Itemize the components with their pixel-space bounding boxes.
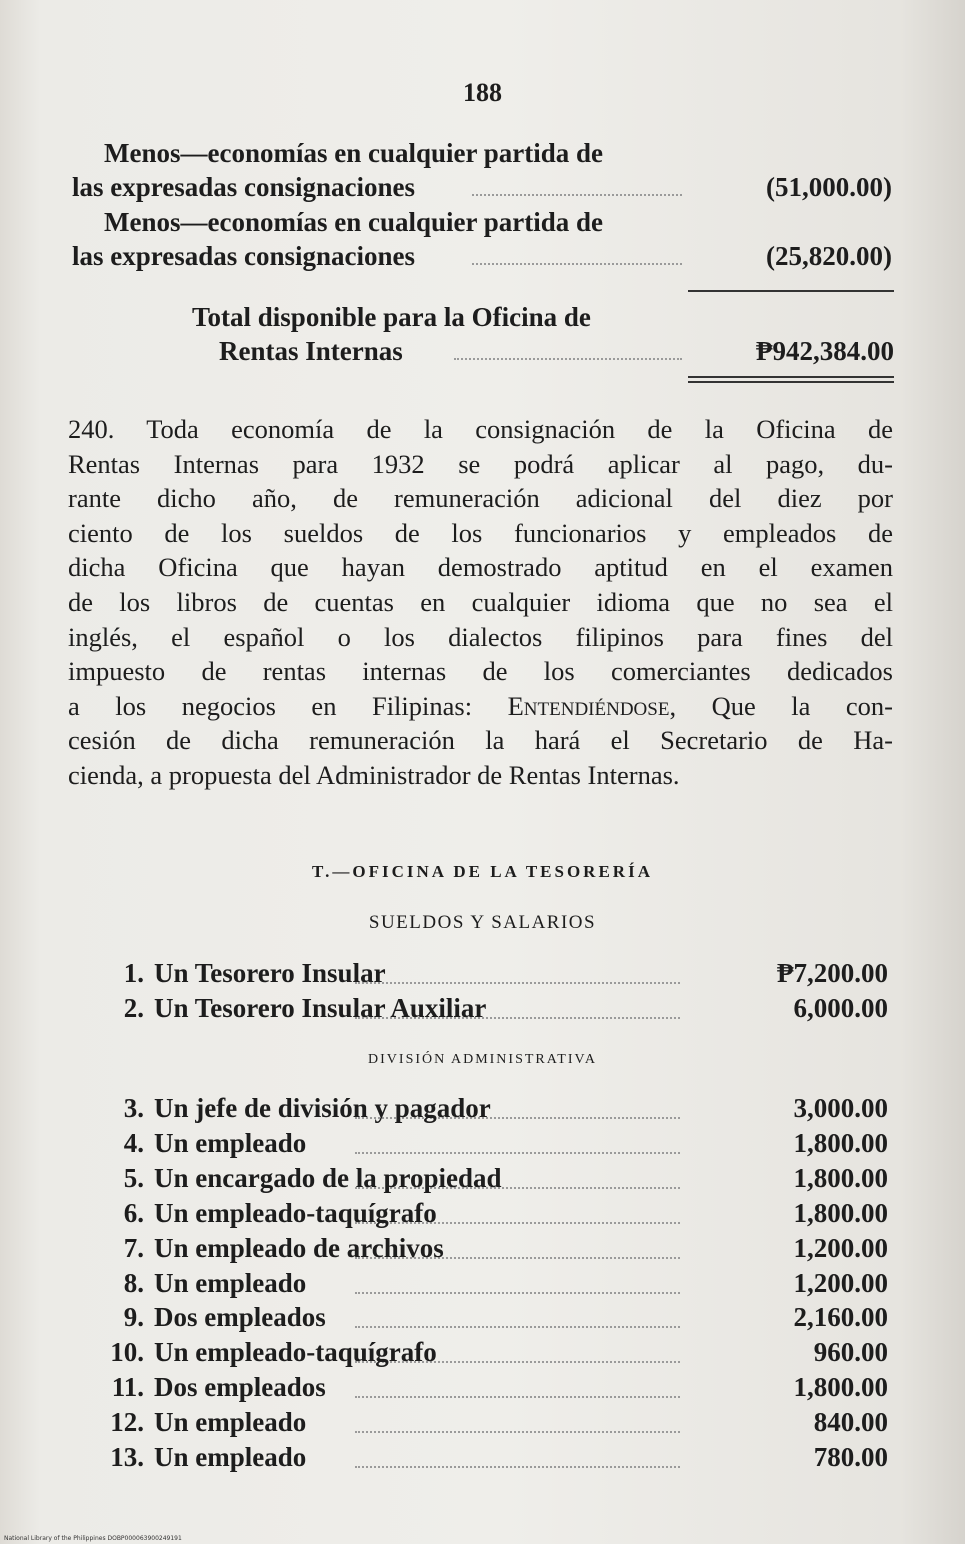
paragraph-line: ciento de los sueldos de los funcionarios y empleados de [68,517,893,548]
total-double-rule-bottom [688,381,894,383]
item-amount: 1,800.00 [793,1372,888,1403]
item-label [100,1407,306,1438]
paragraph-line: cesión de dicha remuneración la hará el Secretario de Ha- [68,725,893,756]
item-text: Un empleado [154,1442,307,1472]
leader-dots [355,1292,680,1294]
leader-dots [472,194,682,196]
entry-2-amount: (25,820.00) [766,241,892,271]
leader-dots [472,263,682,265]
proviso-word: Entendiéndose, [507,690,677,721]
item-number: 13. [110,1442,144,1472]
item-text: Dos empleados [154,1372,326,1403]
leader-dots [355,1431,680,1433]
item-amount: 3,000.00 [793,1093,888,1123]
total-line2: Rentas Internas [219,336,403,366]
item-text: Un empleado de archivos [154,1232,444,1263]
item-number: 12. [110,1407,144,1438]
item-label [100,1372,326,1403]
subsection-title: SUELDOS Y SALARIOS [368,912,597,933]
item-amount: 2,160.00 [793,1302,888,1333]
item-label [100,1268,306,1299]
item-number: 5. [123,1162,144,1193]
leader-dots [355,1152,680,1154]
division-title: DIVISIÓN ADMINISTRATIVA [368,1052,597,1067]
entry-1-line1: Menos—economías en cualquier partida de [104,138,603,168]
item-number: 2. [123,993,144,1023]
item-label [100,1442,306,1473]
footer-watermark: National Library of the Philippines DOBP000063900249191 [4,1535,182,1542]
section-title: T.—OFICINA DE LA TESORERÍA [312,862,653,881]
leader-dots [355,1326,680,1328]
item-text: Dos empleados [154,1302,326,1333]
item-number: 7. [123,1232,144,1263]
item-amount: 840.00 [813,1407,888,1438]
leader-dots [355,982,680,984]
item-amount: 1,200.00 [793,1232,888,1263]
item-amount: 6,000.00 [793,993,888,1023]
paragraph-line: de los libros de cuentas en cualquier idioma que no sea el [68,586,893,617]
paragraph-line: inglés, el español o los dialectos filipinos para fines del [68,621,893,652]
item-label [100,993,486,1024]
paragraph-240 [68,412,893,793]
item-amount: 780.00 [813,1442,888,1472]
item-text: Un Tesorero Insular [154,958,386,988]
item-amount: 960.00 [813,1337,888,1368]
item-text: Un empleado [154,1267,307,1298]
item-label [100,1198,437,1229]
paragraph-line: Rentas Internas para 1932 se podrá aplicar al pago, du- [68,448,893,479]
total-amount: ₱942,384.00 [756,336,894,366]
item-number: 10. [110,1337,144,1368]
item-number: 4. [123,1127,144,1158]
item-number: 6. [123,1197,144,1228]
paragraph-line: cienda, a propuesta del Administrador de Rentas Internas. [68,759,680,790]
leader-dots [454,358,682,360]
item-amount: 1,800.00 [793,1127,888,1158]
item-label [100,1233,444,1264]
item-text: Un empleado [154,1407,307,1438]
item-text: Un empleado-taquígrafo [154,1337,437,1368]
item-number: 8. [123,1267,144,1298]
item-label [100,1163,502,1194]
item-label [100,1128,306,1159]
item-text: Un empleado-taquígrafo [154,1197,437,1228]
paragraph-line: rante dicho año, de remuneración adicional del diez por [68,483,893,514]
item-amount: ₱7,200.00 [777,958,888,988]
item-text: Un Tesorero Insular Auxiliar [154,993,487,1023]
item-text: Un encargado de la propiedad [154,1162,502,1193]
page-number: 188 [463,78,502,107]
item-amount: 1,800.00 [793,1162,888,1193]
item-text: Un empleado [154,1127,307,1158]
item-label [100,958,386,989]
item-text: Un jefe de división y pagador [154,1093,491,1123]
total-line1: Total disponible para la Oficina de [192,302,591,332]
subtotal-rule [688,290,894,292]
paragraph-line [68,689,893,724]
paragraph-text: Que la con- [711,690,893,721]
item-label [100,1302,326,1333]
item-number: 3. [123,1093,144,1123]
item-number: 11. [111,1372,144,1403]
entry-2-line1: Menos—economías en cualquier partida de [104,207,603,237]
item-amount: 1,200.00 [793,1267,888,1298]
item-number: 1. [123,958,144,988]
leader-dots [355,1466,680,1468]
paragraph-text: a los negocios en Filipinas: [68,690,473,721]
leader-dots [355,1396,680,1398]
entry-1-line2: las expresadas consignaciones [72,172,416,202]
item-number: 9. [123,1302,144,1333]
entry-2-line2: las expresadas consignaciones [72,241,416,271]
entry-1-amount: (51,000.00) [766,172,892,202]
paragraph-line: dicha Oficina que hayan demostrado aptitud en el examen [68,552,893,583]
item-amount: 1,800.00 [793,1197,888,1228]
item-label [100,1093,491,1124]
paragraph-line: impuesto de rentas internas de los comerciantes dedicados [68,656,893,687]
paragraph-line: 240. Toda economía de la consignación de la Oficina de [68,414,893,444]
total-double-rule-top [688,376,894,378]
item-label [100,1337,437,1368]
